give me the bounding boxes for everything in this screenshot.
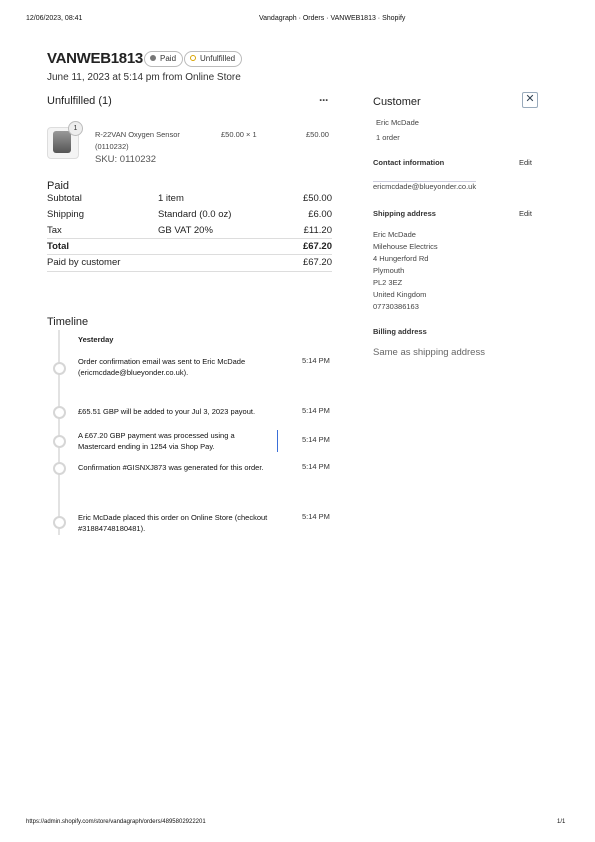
divider bbox=[47, 254, 332, 255]
paid-by-customer-amount: £67.20 bbox=[302, 257, 332, 268]
unfulfilled-badge bbox=[184, 51, 242, 67]
product-code: (0110232) bbox=[95, 142, 129, 151]
billing-address-title: Billing address bbox=[373, 327, 427, 336]
divider bbox=[47, 271, 332, 272]
address-line: United Kingdom bbox=[373, 290, 427, 299]
edit-shipping-link[interactable]: Edit bbox=[519, 209, 532, 218]
timeline-time: 5:14 PM bbox=[302, 406, 330, 415]
product-name-link[interactable]: R-22VAN Oxygen Sensor bbox=[95, 130, 180, 139]
contact-info-title: Contact information bbox=[373, 158, 445, 167]
print-page: 1/1 bbox=[557, 819, 566, 825]
unfulfilled-dot-icon bbox=[190, 55, 196, 61]
subtotal-amount: £50.00 bbox=[302, 193, 332, 204]
shipping-amount: £6.00 bbox=[308, 209, 332, 220]
customer-name-link[interactable]: Eric McDade bbox=[376, 118, 419, 127]
timeline-dot-icon bbox=[53, 362, 66, 375]
timeline-time: 5:14 PM bbox=[302, 435, 330, 444]
shipping-address-title: Shipping address bbox=[373, 209, 436, 218]
total-amount: £67.20 bbox=[302, 241, 332, 252]
phone-number: 07730386163 bbox=[373, 302, 419, 311]
print-datetime: 12/06/2023, 08:41 bbox=[26, 15, 83, 22]
print-url: https://admin.shopify.com/store/vandagraph/orders/4895802922201 bbox=[26, 819, 206, 825]
timeline-dot-icon bbox=[53, 516, 66, 529]
quantity-badge: 1 bbox=[68, 121, 83, 136]
order-number: VANWEB1813 bbox=[47, 50, 143, 67]
timeline-line bbox=[58, 330, 60, 535]
address-line: Eric McDade bbox=[373, 230, 416, 239]
tax-label: Tax bbox=[47, 225, 62, 236]
paid-dot-icon bbox=[150, 55, 156, 61]
billing-same-text: Same as shipping address bbox=[373, 347, 485, 358]
timeline-event: A £67.20 GBP payment was processed using a Mastercard ending in 1254 via Shop Pay. bbox=[78, 430, 278, 452]
payment-title: Paid bbox=[47, 180, 70, 192]
timeline-event: Eric McDade placed this order on Online Store (checkout #31884748180481). bbox=[78, 513, 268, 533]
unit-price-qty: £50.00 × 1 bbox=[221, 130, 257, 139]
timeline-time: 5:14 PM bbox=[302, 512, 330, 521]
unfulfilled-badge-label: Unfulfilled bbox=[200, 54, 236, 63]
close-icon[interactable]: ✕ bbox=[522, 92, 538, 108]
customer-email-link[interactable]: ericmcdade@blueyonder.co.uk bbox=[373, 182, 477, 191]
address-line: 4 Hungerford Rd bbox=[373, 254, 429, 263]
product-sku: SKU: 0110232 bbox=[95, 154, 157, 165]
print-title: Vandagraph · Orders · VANWEB1813 · Shopify bbox=[259, 15, 406, 22]
more-actions-icon[interactable]: ··· bbox=[319, 93, 328, 107]
edit-contact-link[interactable]: Edit bbox=[519, 158, 532, 167]
subtotal-desc: 1 item bbox=[158, 193, 184, 204]
divider bbox=[47, 238, 332, 239]
order-date-line: June 11, 2023 at 5:14 pm from Online Store bbox=[47, 72, 241, 83]
timeline-day: Yesterday bbox=[78, 335, 114, 344]
tax-desc: GB VAT 20% bbox=[158, 225, 213, 236]
tax-amount: £11.20 bbox=[303, 225, 332, 236]
timeline-event: £65.51 GBP will be added to your Jul 3, 2023 payout. bbox=[78, 407, 256, 416]
total-label: Total bbox=[47, 241, 69, 252]
oxygen-sensor-image bbox=[53, 131, 71, 153]
timeline-dot-icon bbox=[53, 462, 66, 475]
timeline-event: Order confirmation email was sent to Eric McDade (ericmcdade@blueyonder.co.uk). bbox=[78, 357, 246, 377]
timeline-event: Confirmation #GISNXJ873 was generated for this order. bbox=[78, 463, 264, 472]
paid-badge bbox=[144, 51, 183, 67]
timeline-dot-icon bbox=[53, 406, 66, 419]
customer-orders: 1 order bbox=[376, 133, 400, 142]
address-line: Plymouth bbox=[373, 266, 405, 275]
address-line: Milehouse Electrics bbox=[373, 242, 438, 251]
paid-badge-label: Paid bbox=[160, 54, 177, 63]
timeline-time: 5:14 PM bbox=[302, 462, 330, 471]
shipping-desc: Standard (0.0 oz) bbox=[158, 209, 232, 220]
subtotal-label: Subtotal bbox=[47, 193, 82, 204]
paid-by-customer-label: Paid by customer bbox=[47, 257, 121, 268]
address-line: PL2 3EZ bbox=[373, 278, 403, 287]
customer-title: Customer bbox=[373, 96, 421, 108]
shipping-label: Shipping bbox=[47, 209, 84, 220]
timeline-title: Timeline bbox=[47, 316, 89, 328]
timeline-dot-icon bbox=[53, 435, 66, 448]
line-total: £50.00 bbox=[306, 130, 329, 139]
unfulfilled-title: Unfulfilled (1) bbox=[47, 95, 112, 107]
timeline-time: 5:14 PM bbox=[302, 356, 330, 365]
